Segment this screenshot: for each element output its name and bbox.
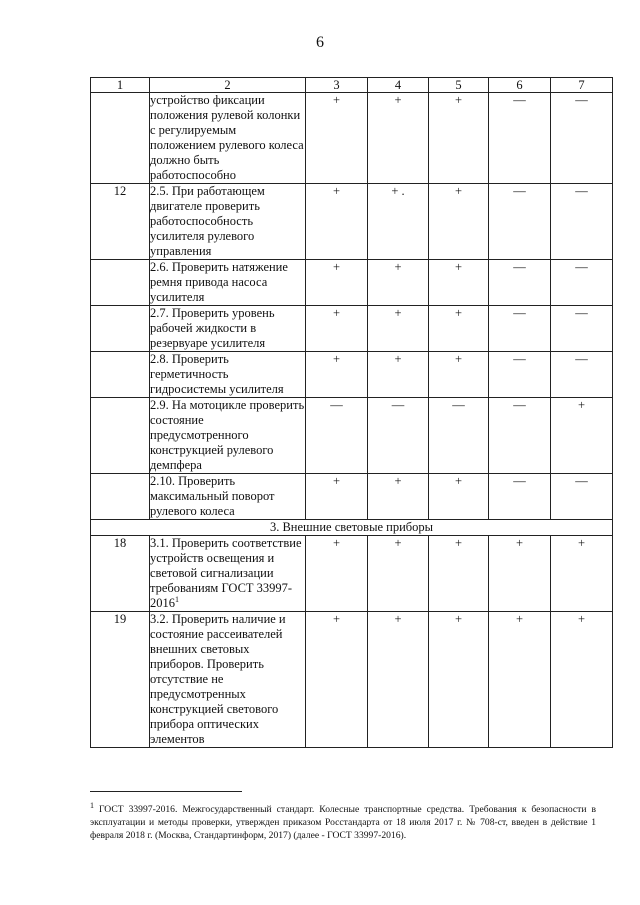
check-text: 2.8. Проверить герметичность гидросистемы усилителя [150,352,284,396]
column-header: 4 [368,78,429,93]
page-number: 6 [316,34,324,51]
check-description [150,352,306,398]
applicability-mark: — [489,184,551,260]
applicability-mark: — [489,352,551,398]
applicability-mark: + [306,93,368,184]
column-header: 5 [429,78,489,93]
applicability-mark: + . [368,184,429,260]
section-title: 3. Внешние световые приборы [91,520,613,536]
table-row [91,260,613,306]
applicability-mark: + [306,352,368,398]
applicability-mark: + [429,352,489,398]
column-header: 7 [551,78,613,93]
row-number: 18 [91,536,150,612]
check-description [150,260,306,306]
applicability-mark: + [368,306,429,352]
applicability-mark: — [489,474,551,520]
applicability-mark: + [551,536,613,612]
footnote-divider [90,791,242,792]
applicability-mark: + [429,184,489,260]
applicability-mark: — [368,398,429,474]
table-row [91,93,613,184]
applicability-mark: + [429,260,489,306]
row-number [91,352,150,398]
row-number: 19 [91,612,150,748]
table-row [91,474,613,520]
row-number [91,474,150,520]
applicability-mark: — [489,260,551,306]
table-row [91,536,613,612]
row-number [91,260,150,306]
applicability-mark: + [551,398,613,474]
header-row [91,78,613,93]
check-text: 3.1. Проверить соответствие устройств освещения и световой сигнализации требованиям ГОСТ 33997-2016 [150,536,302,610]
section-row [91,520,613,536]
table-row [91,612,613,748]
column-header: 6 [489,78,551,93]
applicability-mark: — [551,352,613,398]
table-row [91,306,613,352]
applicability-mark: + [368,260,429,306]
applicability-mark: + [429,93,489,184]
footnote-marker: 1 [90,800,94,810]
applicability-mark: — [429,398,489,474]
applicability-mark: — [551,306,613,352]
applicability-mark: — [551,474,613,520]
column-header: 1 [91,78,150,93]
applicability-mark: — [551,260,613,306]
applicability-mark: + [489,536,551,612]
applicability-mark: — [489,398,551,474]
check-text: 2.9. На мотоцикле проверить состояние предусмотренного конструкцией рулевого демпфера [150,398,305,472]
footnote [90,800,596,842]
inspection-table [90,77,613,748]
check-description [150,474,306,520]
applicability-mark: + [368,93,429,184]
applicability-mark: — [489,93,551,184]
applicability-mark: — [551,184,613,260]
check-description [150,93,306,184]
applicability-mark: + [368,352,429,398]
table-row [91,398,613,474]
row-number [91,93,150,184]
applicability-mark: + [306,260,368,306]
check-description [150,184,306,260]
applicability-mark: + [306,612,368,748]
check-description [150,536,306,612]
row-number: 12 [91,184,150,260]
column-header: 2 [150,78,306,93]
footnote-reference: 1 [175,594,179,604]
applicability-mark: + [551,612,613,748]
check-text: 2.10. Проверить максимальный поворот рулевого колеса [150,474,275,518]
check-description [150,612,306,748]
applicability-mark: + [306,536,368,612]
applicability-mark: + [368,612,429,748]
check-description [150,306,306,352]
check-text: 2.6. Проверить натяжение ремня привода насоса усилителя [150,260,288,304]
table-row [91,184,613,260]
applicability-mark: + [429,536,489,612]
applicability-mark: + [368,474,429,520]
applicability-mark: + [306,184,368,260]
applicability-mark: + [429,612,489,748]
row-number [91,398,150,474]
check-text: 2.5. При работающем двигателе проверить работоспособность усилителя рулевого управления [150,184,265,258]
applicability-mark: — [551,93,613,184]
applicability-mark: + [429,306,489,352]
applicability-mark: + [429,474,489,520]
applicability-mark: + [306,306,368,352]
footnote-text: ГОСТ 33997-2016. Межгосударственный стандарт. Колесные транспортные средства. Требования к безопасности в эксплуатации и методы проверки, утвержден приказом Росстандарта от 18 июля 2017 г. № 708-ст, введен в действие 1 февраля 2018 г. (Москва, Стандартинформ, 2017) (далее - ГОСТ 33997-2016). [90,804,596,841]
table-row [91,352,613,398]
applicability-mark: — [489,306,551,352]
applicability-mark: + [306,474,368,520]
applicability-mark: + [368,536,429,612]
check-text: 2.7. Проверить уровень рабочей жидкости в резервуаре усилителя [150,306,275,350]
check-text: 3.2. Проверить наличие и состояние рассеивателей внешних световых приборов. Проверить отсутствие не предусмотренных конструкцией светового прибора оптических элементов [150,612,286,746]
applicability-mark: + [489,612,551,748]
check-text: устройство фиксации положения рулевой колонки с регулируемым положением рулевого колеса должно быть работоспособно [150,93,304,182]
check-description [150,398,306,474]
applicability-mark: — [306,398,368,474]
row-number [91,306,150,352]
column-header: 3 [306,78,368,93]
